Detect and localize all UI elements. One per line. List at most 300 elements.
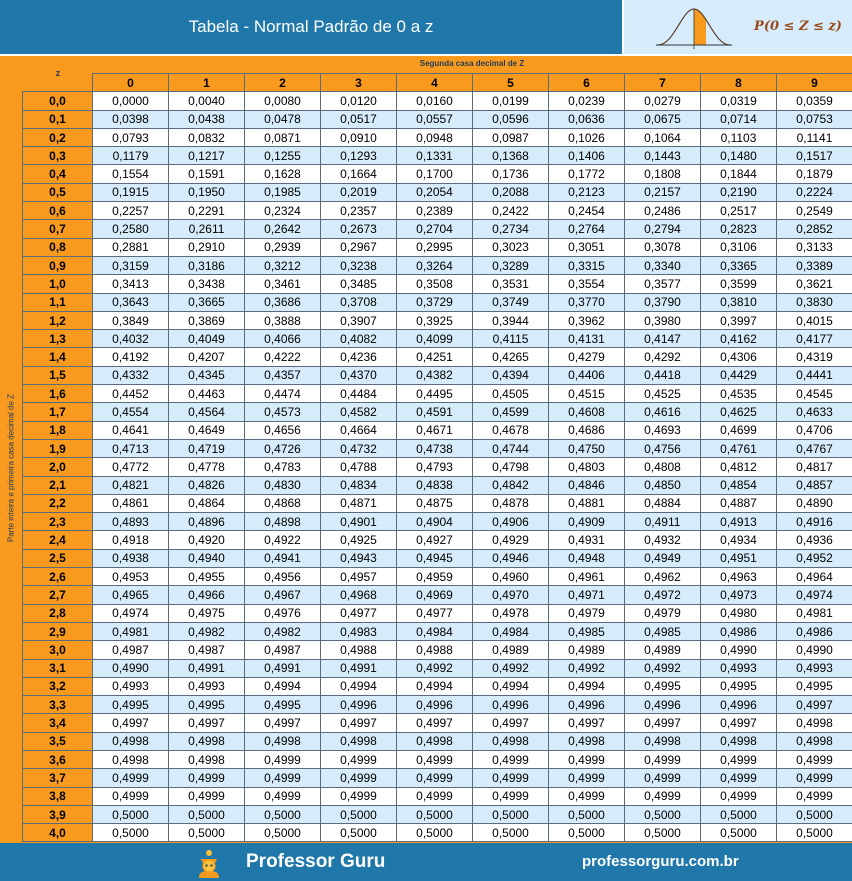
table-row — [23, 531, 852, 549]
probability-cell: 0,4981 — [93, 622, 169, 640]
z-value-cell: 3,9 — [23, 805, 93, 823]
probability-cell: 0,0987 — [473, 128, 549, 146]
table-row — [23, 439, 852, 457]
z-value-cell: 3,0 — [23, 641, 93, 659]
probability-cell: 0,3531 — [473, 275, 549, 293]
probability-cell: 0,4463 — [169, 385, 245, 403]
probability-cell: 0,4927 — [397, 531, 473, 549]
probability-cell: 0,4995 — [625, 677, 701, 695]
probability-cell: 0,4850 — [625, 476, 701, 494]
column-header-6: 6 — [549, 74, 625, 92]
probability-cell: 0,0199 — [473, 92, 549, 110]
probability-cell: 0,4756 — [625, 439, 701, 457]
column-header-0: 0 — [93, 74, 169, 92]
probability-cell: 0,1255 — [245, 147, 321, 165]
probability-cell: 0,4821 — [93, 476, 169, 494]
probability-cell: 0,2794 — [625, 220, 701, 238]
probability-cell: 0,1628 — [245, 165, 321, 183]
z-value-cell: 0,8 — [23, 238, 93, 256]
probability-cell: 0,4913 — [701, 513, 777, 531]
probability-cell: 0,4906 — [473, 513, 549, 531]
probability-cell: 0,4985 — [549, 622, 625, 640]
probability-cell: 0,4938 — [93, 549, 169, 567]
probability-cell: 0,3980 — [625, 311, 701, 329]
z-value-cell: 1,8 — [23, 421, 93, 439]
probability-cell: 0,3461 — [245, 275, 321, 293]
probability-cell: 0,4976 — [245, 604, 321, 622]
probability-cell: 0,4985 — [625, 622, 701, 640]
probability-cell: 0,4998 — [473, 732, 549, 750]
table-row — [23, 513, 852, 531]
header — [0, 0, 852, 56]
probability-cell: 0,1064 — [625, 128, 701, 146]
probability-cell: 0,5000 — [549, 805, 625, 823]
probability-cell: 0,5000 — [549, 824, 625, 842]
probability-cell: 0,4970 — [473, 586, 549, 604]
probability-cell: 0,4969 — [397, 586, 473, 604]
z-value-cell: 1,3 — [23, 330, 93, 348]
z-value-cell: 1,0 — [23, 275, 93, 293]
probability-cell: 0,3554 — [549, 275, 625, 293]
table-row — [23, 403, 852, 421]
probability-cell: 0,4989 — [625, 641, 701, 659]
probability-cell: 0,4998 — [625, 732, 701, 750]
probability-cell: 0,2019 — [321, 183, 397, 201]
probability-cell: 0,4999 — [169, 769, 245, 787]
title-bar — [0, 0, 622, 54]
probability-cell: 0,4382 — [397, 366, 473, 384]
probability-cell: 0,4706 — [777, 421, 852, 439]
row-axis-title-wrap — [0, 93, 22, 843]
probability-cell: 0,4901 — [321, 513, 397, 531]
probability-cell: 0,1591 — [169, 165, 245, 183]
probability-cell: 0,4998 — [777, 714, 852, 732]
probability-cell: 0,4997 — [321, 714, 397, 732]
probability-cell: 0,4997 — [169, 714, 245, 732]
probability-cell: 0,4641 — [93, 421, 169, 439]
probability-cell: 0,4898 — [245, 513, 321, 531]
probability-cell: 0,4997 — [93, 714, 169, 732]
probability-cell: 0,4625 — [701, 403, 777, 421]
probability-cell: 0,2454 — [549, 202, 625, 220]
probability-cell: 0,4999 — [321, 787, 397, 805]
probability-cell: 0,4989 — [473, 641, 549, 659]
probability-cell: 0,3508 — [397, 275, 473, 293]
probability-cell: 0,4999 — [321, 750, 397, 768]
probability-cell: 0,4778 — [169, 458, 245, 476]
probability-cell: 0,4959 — [397, 568, 473, 586]
probability-cell: 0,4357 — [245, 366, 321, 384]
probability-cell: 0,5000 — [625, 824, 701, 842]
probability-cell: 0,2852 — [777, 220, 852, 238]
probability-cell: 0,4878 — [473, 494, 549, 512]
probability-cell: 0,3340 — [625, 256, 701, 274]
probability-cell: 0,1141 — [777, 128, 852, 146]
probability-cell: 0,4535 — [701, 385, 777, 403]
probability-cell: 0,3023 — [473, 238, 549, 256]
probability-cell: 0,4999 — [397, 750, 473, 768]
probability-cell: 0,4996 — [625, 696, 701, 714]
probability-cell: 0,4798 — [473, 458, 549, 476]
probability-cell: 0,3962 — [549, 311, 625, 329]
probability-cell: 0,3997 — [701, 311, 777, 329]
probability-cell: 0,4979 — [549, 604, 625, 622]
probability-cell: 0,4864 — [169, 494, 245, 512]
z-value-cell: 2,1 — [23, 476, 93, 494]
probability-cell: 0,4995 — [701, 677, 777, 695]
probability-cell: 0,4817 — [777, 458, 852, 476]
probability-cell: 0,4993 — [777, 659, 852, 677]
probability-cell: 0,0319 — [701, 92, 777, 110]
probability-cell: 0,5000 — [777, 824, 852, 842]
table-row — [23, 110, 852, 128]
probability-cell: 0,1664 — [321, 165, 397, 183]
probability-cell: 0,4945 — [397, 549, 473, 567]
table-row — [23, 366, 852, 384]
probability-cell: 0,2291 — [169, 202, 245, 220]
probability-cell: 0,1808 — [625, 165, 701, 183]
z-value-cell: 2,9 — [23, 622, 93, 640]
probability-cell: 0,3729 — [397, 293, 473, 311]
table-row — [23, 256, 852, 274]
probability-cell: 0,4505 — [473, 385, 549, 403]
probability-cell: 0,2517 — [701, 202, 777, 220]
table-row — [23, 732, 852, 750]
probability-cell: 0,3944 — [473, 311, 549, 329]
probability-cell: 0,4972 — [625, 586, 701, 604]
probability-cell: 0,3599 — [701, 275, 777, 293]
probability-cell: 0,5000 — [169, 824, 245, 842]
z-value-cell: 1,6 — [23, 385, 93, 403]
probability-cell: 0,4332 — [93, 366, 169, 384]
probability-cell: 0,4744 — [473, 439, 549, 457]
probability-cell: 0,5000 — [93, 805, 169, 823]
probability-cell: 0,4988 — [321, 641, 397, 659]
probability-cell: 0,4984 — [473, 622, 549, 640]
probability-cell: 0,4429 — [701, 366, 777, 384]
table-row — [23, 421, 852, 439]
probability-cell: 0,4949 — [625, 549, 701, 567]
probability-cell: 0,1026 — [549, 128, 625, 146]
probability-cell: 0,4738 — [397, 439, 473, 457]
probability-cell: 0,2257 — [93, 202, 169, 220]
probability-cell: 0,4995 — [93, 696, 169, 714]
z-value-cell: 1,7 — [23, 403, 93, 421]
probability-cell: 0,4993 — [701, 659, 777, 677]
probability-cell: 0,4979 — [625, 604, 701, 622]
probability-cell: 0,1772 — [549, 165, 625, 183]
probability-cell: 0,4999 — [473, 750, 549, 768]
probability-cell: 0,3888 — [245, 311, 321, 329]
probability-cell: 0,2995 — [397, 238, 473, 256]
probability-cell: 0,4925 — [321, 531, 397, 549]
probability-cell: 0,0832 — [169, 128, 245, 146]
column-header-3: 3 — [321, 74, 397, 92]
table-row — [23, 696, 852, 714]
probability-cell: 0,5000 — [397, 824, 473, 842]
table-row — [23, 769, 852, 787]
z-value-cell: 1,9 — [23, 439, 93, 457]
probability-cell: 0,4994 — [549, 677, 625, 695]
column-header-8: 8 — [701, 74, 777, 92]
probability-cell: 0,4345 — [169, 366, 245, 384]
z-value-cell: 1,4 — [23, 348, 93, 366]
probability-cell: 0,4995 — [245, 696, 321, 714]
probability-cell: 0,4808 — [625, 458, 701, 476]
probability-cell: 0,3264 — [397, 256, 473, 274]
probability-cell: 0,4984 — [397, 622, 473, 640]
formula-panel — [624, 0, 852, 54]
probability-cell: 0,4525 — [625, 385, 701, 403]
z-value-cell: 3,4 — [23, 714, 93, 732]
column-header-1: 1 — [169, 74, 245, 92]
probability-cell: 0,4890 — [777, 494, 852, 512]
probability-cell: 0,4998 — [321, 732, 397, 750]
probability-cell: 0,1879 — [777, 165, 852, 183]
probability-cell: 0,0080 — [245, 92, 321, 110]
probability-cell: 0,4750 — [549, 439, 625, 457]
probability-cell: 0,4999 — [169, 787, 245, 805]
probability-cell: 0,4960 — [473, 568, 549, 586]
probability-cell: 0,4564 — [169, 403, 245, 421]
probability-cell: 0,4441 — [777, 366, 852, 384]
probability-cell: 0,4608 — [549, 403, 625, 421]
table-row — [23, 348, 852, 366]
probability-cell: 0,4999 — [549, 769, 625, 787]
probability-cell: 0,0279 — [625, 92, 701, 110]
probability-cell: 0,3665 — [169, 293, 245, 311]
probability-cell: 0,4998 — [701, 732, 777, 750]
probability-cell: 0,4999 — [625, 750, 701, 768]
probability-cell: 0,4934 — [701, 531, 777, 549]
probability-cell: 0,4996 — [549, 696, 625, 714]
table-row — [23, 622, 852, 640]
site-link[interactable]: professorguru.com.br — [582, 853, 739, 870]
probability-cell: 0,4251 — [397, 348, 473, 366]
probability-cell: 0,4991 — [321, 659, 397, 677]
probability-cell: 0,1331 — [397, 147, 473, 165]
probability-cell: 0,4994 — [321, 677, 397, 695]
probability-cell: 0,4049 — [169, 330, 245, 348]
table-row — [23, 586, 852, 604]
probability-cell: 0,4099 — [397, 330, 473, 348]
probability-cell: 0,2881 — [93, 238, 169, 256]
probability-cell: 0,4671 — [397, 421, 473, 439]
probability-cell: 0,2324 — [245, 202, 321, 220]
probability-cell: 0,4974 — [93, 604, 169, 622]
table-row — [23, 92, 852, 110]
probability-cell: 0,0000 — [93, 92, 169, 110]
z-value-cell: 0,4 — [23, 165, 93, 183]
probability-cell: 0,4911 — [625, 513, 701, 531]
column-header-5: 5 — [473, 74, 549, 92]
probability-cell: 0,4545 — [777, 385, 852, 403]
probability-cell: 0,4616 — [625, 403, 701, 421]
column-header-row — [23, 74, 852, 92]
probability-cell: 0,4987 — [169, 641, 245, 659]
probability-cell: 0,4998 — [169, 750, 245, 768]
probability-cell: 0,4904 — [397, 513, 473, 531]
z-value-cell: 1,2 — [23, 311, 93, 329]
probability-cell: 0,4983 — [321, 622, 397, 640]
probability-cell: 0,4929 — [473, 531, 549, 549]
probability-cell: 0,2088 — [473, 183, 549, 201]
probability-cell: 0,4999 — [701, 750, 777, 768]
probability-cell: 0,3849 — [93, 311, 169, 329]
probability-cell: 0,2123 — [549, 183, 625, 201]
probability-cell: 0,4998 — [245, 732, 321, 750]
probability-cell: 0,4884 — [625, 494, 701, 512]
probability-cell: 0,4992 — [549, 659, 625, 677]
column-header-7: 7 — [625, 74, 701, 92]
probability-cell: 0,4940 — [169, 549, 245, 567]
probability-cell: 0,4783 — [245, 458, 321, 476]
probability-cell: 0,5000 — [245, 805, 321, 823]
probability-cell: 0,4732 — [321, 439, 397, 457]
probability-cell: 0,4998 — [777, 732, 852, 750]
table-row — [23, 494, 852, 512]
probability-cell: 0,4887 — [701, 494, 777, 512]
table-row — [23, 147, 852, 165]
probability-cell: 0,1517 — [777, 147, 852, 165]
probability-cell: 0,2704 — [397, 220, 473, 238]
probability-cell: 0,4992 — [397, 659, 473, 677]
table-row — [23, 714, 852, 732]
probability-cell: 0,4999 — [701, 769, 777, 787]
probability-cell: 0,2549 — [777, 202, 852, 220]
z-value-cell: 0,6 — [23, 202, 93, 220]
probability-cell: 0,3051 — [549, 238, 625, 256]
probability-cell: 0,4147 — [625, 330, 701, 348]
probability-cell: 0,4998 — [169, 732, 245, 750]
probability-cell: 0,4997 — [549, 714, 625, 732]
probability-cell: 0,4990 — [777, 641, 852, 659]
probability-cell: 0,4222 — [245, 348, 321, 366]
probability-cell: 0,2642 — [245, 220, 321, 238]
probability-cell: 0,4931 — [549, 531, 625, 549]
probability-cell: 0,0636 — [549, 110, 625, 128]
probability-cell: 0,4207 — [169, 348, 245, 366]
probability-cell: 0,4991 — [245, 659, 321, 677]
probability-cell: 0,4994 — [397, 677, 473, 695]
probability-cell: 0,4986 — [701, 622, 777, 640]
probability-cell: 0,1406 — [549, 147, 625, 165]
probability-cell: 0,0793 — [93, 128, 169, 146]
probability-cell: 0,2389 — [397, 202, 473, 220]
z-value-cell: 0,7 — [23, 220, 93, 238]
probability-cell: 0,4656 — [245, 421, 321, 439]
probability-cell: 0,4981 — [777, 604, 852, 622]
probability-cell: 0,4834 — [321, 476, 397, 494]
probability-cell: 0,3289 — [473, 256, 549, 274]
probability-cell: 0,4582 — [321, 403, 397, 421]
table-body — [23, 92, 852, 842]
probability-cell: 0,4871 — [321, 494, 397, 512]
z-value-cell: 3,2 — [23, 677, 93, 695]
probability-cell: 0,4719 — [169, 439, 245, 457]
probability-cell: 0,3810 — [701, 293, 777, 311]
probability-cell: 0,1368 — [473, 147, 549, 165]
probability-cell: 0,4999 — [93, 769, 169, 787]
probability-cell: 0,5000 — [701, 824, 777, 842]
probability-cell: 0,4838 — [397, 476, 473, 494]
probability-cell: 0,2190 — [701, 183, 777, 201]
probability-cell: 0,5000 — [777, 805, 852, 823]
probability-cell: 0,4998 — [93, 732, 169, 750]
column-axis-title: Segunda casa decimal de Z — [419, 59, 525, 68]
probability-cell: 0,4999 — [625, 787, 701, 805]
probability-cell: 0,4678 — [473, 421, 549, 439]
probability-cell: 0,2224 — [777, 183, 852, 201]
probability-cell: 0,1985 — [245, 183, 321, 201]
probability-cell: 0,4292 — [625, 348, 701, 366]
probability-cell: 0,4989 — [549, 641, 625, 659]
probability-cell: 0,4988 — [397, 641, 473, 659]
column-header-9: 9 — [777, 74, 852, 92]
table-row — [23, 641, 852, 659]
probability-cell: 0,4974 — [777, 586, 852, 604]
probability-cell: 0,4963 — [701, 568, 777, 586]
probability-cell: 0,4995 — [777, 677, 852, 695]
probability-cell: 0,4962 — [625, 568, 701, 586]
probability-cell: 0,3238 — [321, 256, 397, 274]
table-corner — [23, 74, 93, 92]
probability-cell: 0,4999 — [549, 750, 625, 768]
probability-cell: 0,4857 — [777, 476, 852, 494]
probability-cell: 0,4177 — [777, 330, 852, 348]
probability-cell: 0,4452 — [93, 385, 169, 403]
probability-cell: 0,4032 — [93, 330, 169, 348]
probability-cell: 0,4115 — [473, 330, 549, 348]
probability-cell: 0,4965 — [93, 586, 169, 604]
probability-cell: 0,4966 — [169, 586, 245, 604]
probability-cell: 0,4977 — [397, 604, 473, 622]
z-value-cell: 0,3 — [23, 147, 93, 165]
probability-cell: 0,4990 — [93, 659, 169, 677]
probability-cell: 0,4997 — [625, 714, 701, 732]
probability-cell: 0,4909 — [549, 513, 625, 531]
probability-cell: 0,2422 — [473, 202, 549, 220]
probability-cell: 0,3078 — [625, 238, 701, 256]
probability-cell: 0,4418 — [625, 366, 701, 384]
probability-cell: 0,3438 — [169, 275, 245, 293]
probability-cell: 0,4977 — [321, 604, 397, 622]
probability-cell: 0,3749 — [473, 293, 549, 311]
probability-cell: 0,5000 — [245, 824, 321, 842]
probability-cell: 0,1736 — [473, 165, 549, 183]
table-row — [23, 220, 852, 238]
probability-cell: 0,5000 — [473, 824, 549, 842]
z-value-cell: 3,7 — [23, 769, 93, 787]
probability-cell: 0,3413 — [93, 275, 169, 293]
z-value-cell: 2,6 — [23, 568, 93, 586]
probability-cell: 0,3577 — [625, 275, 701, 293]
probability-cell: 0,4066 — [245, 330, 321, 348]
z-value-cell: 0,5 — [23, 183, 93, 201]
table-row — [23, 238, 852, 256]
probability-cell: 0,0160 — [397, 92, 473, 110]
probability-cell: 0,4936 — [777, 531, 852, 549]
probability-cell: 0,4842 — [473, 476, 549, 494]
probability-cell: 0,4922 — [245, 531, 321, 549]
probability-cell: 0,4893 — [93, 513, 169, 531]
probability-cell: 0,4991 — [169, 659, 245, 677]
probability-cell: 0,4999 — [701, 787, 777, 805]
probability-cell: 0,5000 — [473, 805, 549, 823]
probability-cell: 0,4162 — [701, 330, 777, 348]
probability-cell: 0,4881 — [549, 494, 625, 512]
column-header-4: 4 — [397, 74, 473, 92]
